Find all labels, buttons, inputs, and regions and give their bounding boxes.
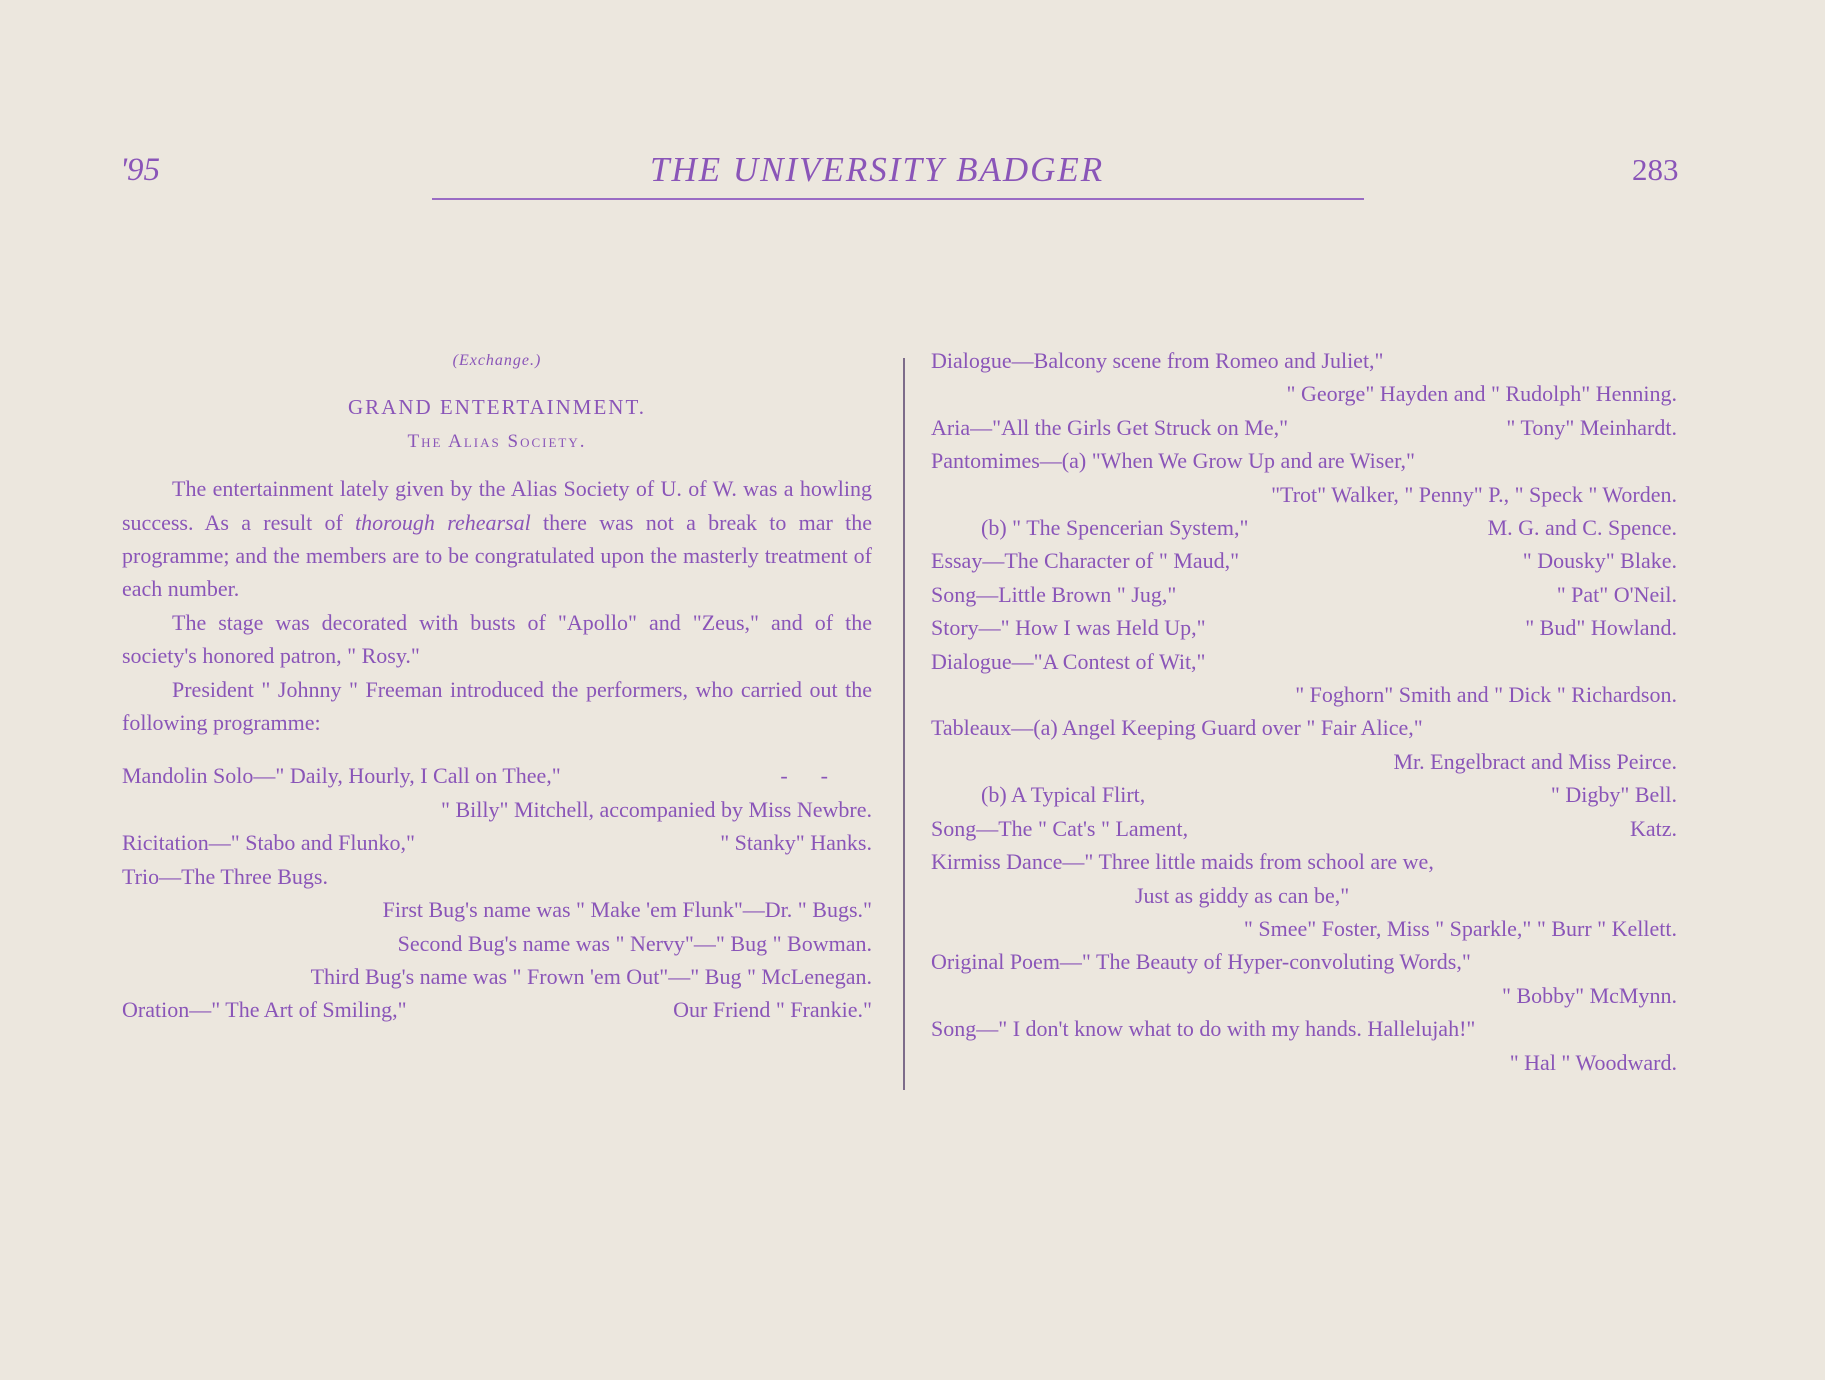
paragraph-1-text-b: there was not a break to mar the programme; and the members are to be congratulated upon the masterly treatment of each number. xyxy=(122,509,872,602)
paragraph-3: President " Johnny " Freeman introduced the performers, who carried out the following programme: xyxy=(122,676,872,736)
program-item-title: Tableaux—(a) Angel Keeping Guard over " Fair Alice," xyxy=(931,715,1423,741)
program-item-performer: " George" Hayden and " Rudolph" Henning. xyxy=(1286,381,1677,407)
program-item xyxy=(931,778,1677,811)
paragraph-2: The stage was decorated with busts of "Apollo" and "Zeus," and of the society's honored patron, " Rosy." xyxy=(122,609,872,669)
header-title: THE UNIVERSITY BADGER xyxy=(650,150,1105,189)
program-item-performer: M. G. and C. Spence. xyxy=(1487,515,1677,541)
program-item-title: Ricitation—" Stabo and Flunko," xyxy=(122,830,415,856)
column-divider xyxy=(903,358,905,1090)
paragraph-1-emphasis: thorough rehearsal xyxy=(355,509,531,535)
left-column xyxy=(122,344,872,1027)
header-year: '95 xyxy=(120,152,161,188)
program-item-performer: " Stanky" Hanks. xyxy=(720,830,872,856)
program-item xyxy=(931,578,1677,611)
program-item-title: Mandolin Solo—" Daily, Hourly, I Call on Thee," xyxy=(122,763,561,789)
source-note: (Exchange.) xyxy=(452,352,542,369)
program-item-title: Dialogue—"A Contest of Wit," xyxy=(931,648,1206,674)
right-column xyxy=(931,344,1677,1079)
verse-line: First Bug's name was " Make 'em Flunk"—Dr. " Bugs." xyxy=(382,897,872,923)
program-item-title: Kirmiss Dance—" Three little maids from school are we, xyxy=(931,849,1434,875)
program-item-title: Original Poem—" The Beauty of Hyper-convoluting Words," xyxy=(931,949,1471,975)
program-item-performer: " Bud" Howland. xyxy=(1525,615,1677,641)
program-item-performer: " Tony" Meinhardt. xyxy=(1506,414,1677,440)
program-item-performer: " Pat" O'Neil. xyxy=(1556,581,1677,607)
program-item-title: Pantomimes—(a) "When We Grow Up and are Wiser," xyxy=(931,448,1416,474)
verse-line: Just as giddy as can be," xyxy=(1135,882,1350,908)
program-item-title: Oration—" The Art of Smiling," xyxy=(122,997,407,1023)
program-item xyxy=(931,411,1677,444)
program-item xyxy=(122,993,872,1026)
program-item-performer: " Digby" Bell. xyxy=(1550,782,1677,808)
program-item xyxy=(122,826,872,859)
program-item-performer: " Smee" Foster, Miss " Sparkle," " Burr " Kellett. xyxy=(1243,915,1677,941)
program-item-title: Story—" How I was Held Up," xyxy=(931,615,1206,641)
program-item-performer: " Dousky" Blake. xyxy=(1522,548,1677,574)
program-item-title: Song—Little Brown " Jug," xyxy=(931,581,1177,607)
program-item-performer: Katz. xyxy=(1629,815,1677,841)
program-item-title: Dialogue—Balcony scene from Romeo and Juliet," xyxy=(931,348,1384,373)
program-item-title: (b) " The Spencerian System," xyxy=(981,515,1249,541)
program-item xyxy=(931,511,1677,544)
paragraph-1 xyxy=(122,472,872,606)
article-subheading: The Alias Society. xyxy=(407,430,587,452)
header-rule xyxy=(432,198,1364,200)
page-number: 283 xyxy=(1632,152,1679,187)
program-item-title: Song—The " Cat's " Lament, xyxy=(931,815,1189,841)
program-item: Mandolin Solo—" Daily, Hourly, I Call on Thee," - - xyxy=(122,759,872,792)
article-heading: GRAND ENTERTAINMENT. xyxy=(348,395,646,420)
program-item-performer: Mr. Engelbract and Miss Peirce. xyxy=(1393,748,1677,774)
program-item-performer: "Trot" Walker, " Penny" P., " Speck " Worden. xyxy=(1271,481,1677,507)
program-item xyxy=(931,544,1677,577)
verse-line: Third Bug's name was " Frown 'em Out"—" Bug " McLenegan. xyxy=(310,963,872,989)
program-item xyxy=(931,611,1677,644)
program-item-performer: " Billy" Mitchell, accompanied by Miss Newbre. xyxy=(441,796,872,822)
program-item-title: Song—" I don't know what to do with my hands. Hallelujah!" xyxy=(931,1016,1476,1042)
program-item-performer: " Bobby" McMynn. xyxy=(1501,982,1677,1008)
program-item xyxy=(931,812,1677,845)
program-item-performer: " Hal " Woodward. xyxy=(1509,1049,1677,1075)
program-item-performer: Our Friend " Frankie." xyxy=(673,997,872,1023)
program-item-title: Aria—"All the Girls Get Struck on Me," xyxy=(931,414,1289,440)
program-item-title: (b) A Typical Flirt, xyxy=(981,782,1146,808)
program-item-title: Trio—The Three Bugs. xyxy=(122,863,328,889)
program-item-performer: " Foghorn" Smith and " Dick " Richardson. xyxy=(1295,682,1677,708)
program-item-title: Essay—The Character of " Maud," xyxy=(931,548,1240,574)
verse-line: Second Bug's name was " Nervy"—" Bug " Bowman. xyxy=(397,930,872,956)
paragraph-1-text-a: The entertainment lately given by the Alias Society of U. of W. was a howling success. As a result of xyxy=(122,476,872,535)
